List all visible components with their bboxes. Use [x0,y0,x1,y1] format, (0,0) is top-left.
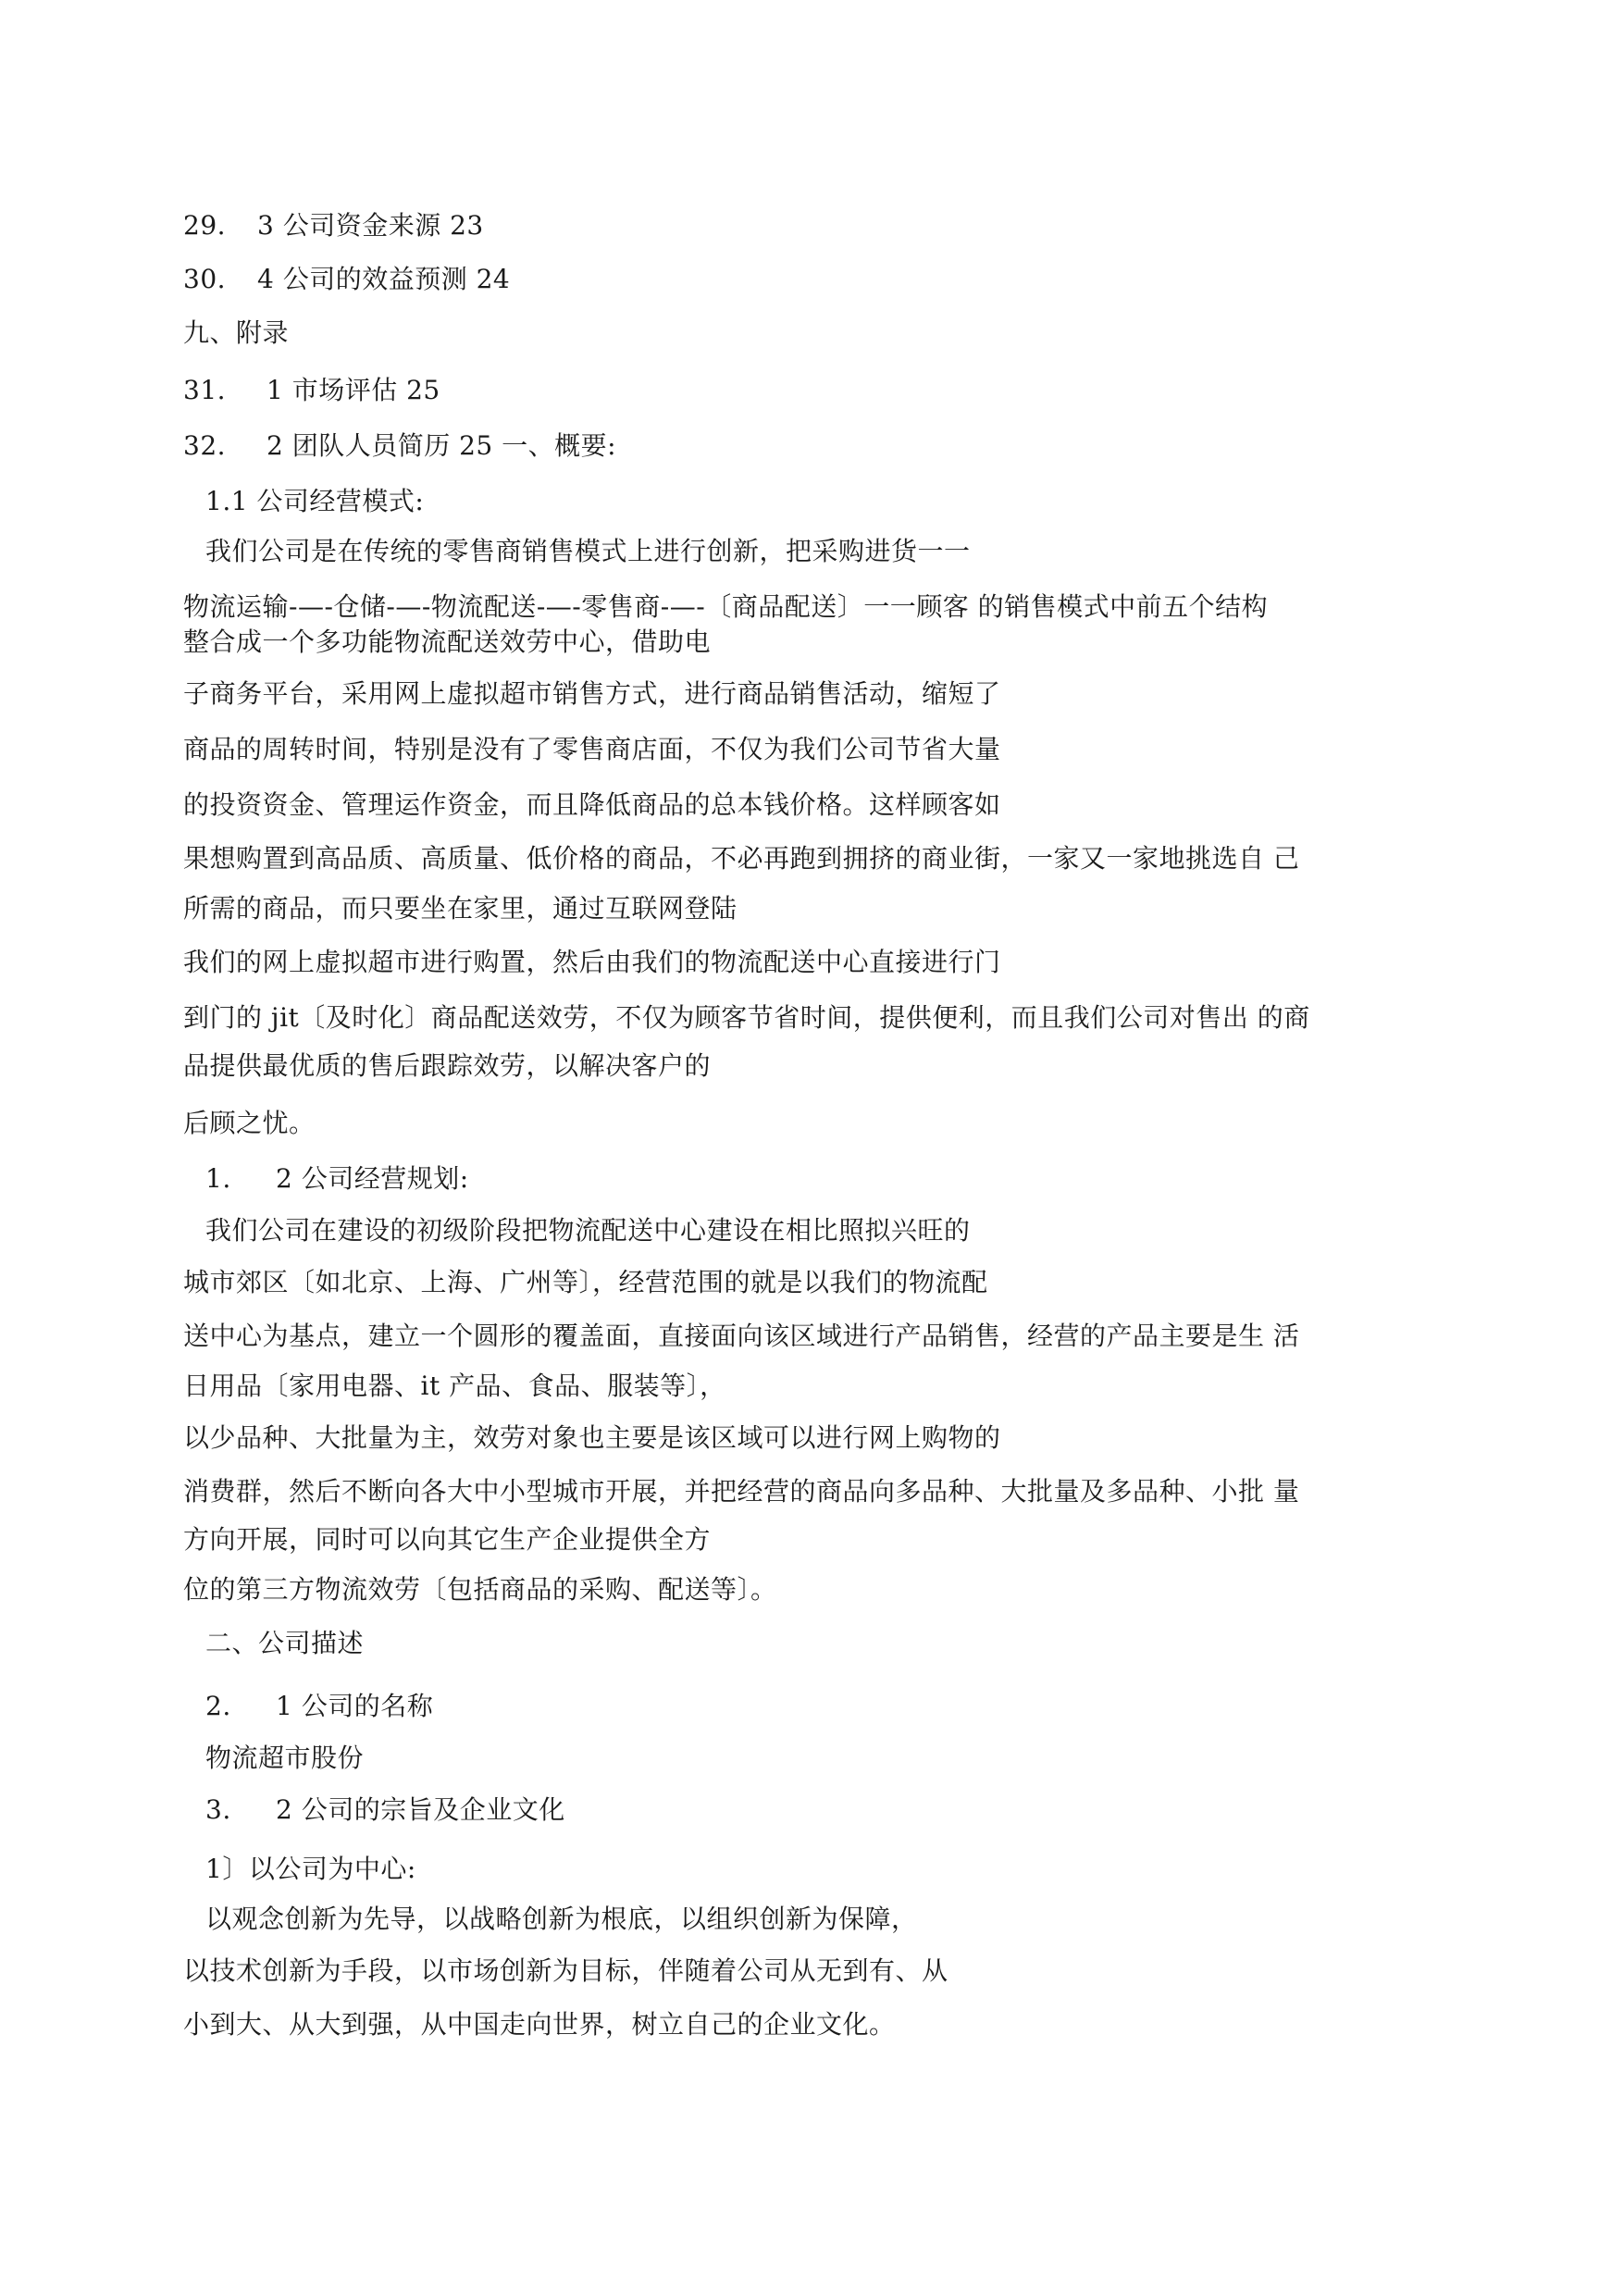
paragraph-line: 后顾之忧。 [183,1108,316,1138]
toc-number: 30. [183,264,227,294]
section-number: 3. [205,1794,231,1825]
toc-text: 3 公司资金来源 23 [257,210,484,241]
toc-item [183,431,616,461]
paragraph-line: 以观念创新为先导，以战略创新为根底，以组织创新为保障， [205,1904,918,1934]
paragraph-line: 商品的周转时间，特别是没有了零售商店面，不仅为我们公司节省大量 [183,734,1001,764]
toc-number: 32. [183,430,227,461]
toc-item [183,211,484,241]
section-heading [205,1692,433,1721]
section-number: 1. [205,1163,231,1194]
section-title: 1 公司的名称 [276,1691,434,1721]
toc-item [183,265,510,294]
paragraph-line: 日用品〔家用电器、it 产品、食品、服装等〕， [183,1371,726,1401]
section-number: 2. [205,1691,231,1721]
paragraph-line: 物流运输-—-仓储-—-物流配送-—-零售商-—-〔商品配送〕一一顾客 的销售模式中前五个结构 [183,591,1269,622]
sub-heading: 1〕以公司为中心: [205,1854,416,1884]
section-heading [205,1164,469,1194]
toc-text: 2 团队人员简历 25 一、概要: [267,430,617,461]
paragraph-line: 到门的 jit〔及时化〕商品配送效劳，不仅为顾客节省时间，提供便利，而且我们公司对售出 的商 [183,1002,1310,1033]
paragraph-line: 以技术创新为手段，以市场创新为目标，伴随着公司从无到有、从 [183,1955,948,1986]
paragraph-line: 送中心为基点，建立一个圆形的覆盖面，直接面向该区域进行产品销售，经营的产品主要是生 活 [183,1321,1300,1351]
paragraph-line: 我们公司在建设的初级阶段把物流配送中心建设在相比照拟兴旺的 [205,1215,971,1246]
toc-text: 4 公司的效益预测 24 [257,264,511,294]
toc-text: 1 市场评估 25 [267,375,440,405]
paragraph-line: 以少品种、大批量为主，效劳对象也主要是该区域可以进行网上购物的 [183,1422,1001,1453]
paragraph-line: 整合成一个多功能物流配送效劳中心，借助电 [183,626,712,657]
paragraph-line: 消费群，然后不断向各大中小型城市开展，并把经营的商品向多品种、大批量及多品种、小批 量 [183,1476,1300,1507]
paragraph-line: 位的第三方物流效劳〔包括商品的采购、配送等〕。 [183,1574,777,1605]
toc-number: 31. [183,375,227,405]
toc-item [183,376,440,405]
paragraph-line: 方向开展，同时可以向其它生产企业提供全方 [183,1524,712,1555]
section-title: 2 公司的宗旨及企业文化 [276,1794,565,1825]
paragraph-line: 果想购置到高品质、高质量、低价格的商品，不必再跑到拥挤的商业街，一家又一家地挑选自 己 [183,843,1300,874]
paragraph-line: 品提供最优质的售后跟踪效劳，以解决客户的 [183,1050,712,1081]
toc-number: 29. [183,210,227,241]
paragraph-line: 我们公司是在传统的零售商销售模式上进行创新，把采购进货一一 [205,536,971,566]
paragraph-line: 我们的网上虚拟超市进行购置，然后由我们的物流配送中心直接进行门 [183,947,1001,977]
paragraph-line: 城市郊区〔如北京、上海、广州等〕，经营范围的就是以我们的物流配 [183,1267,988,1297]
section-title: 2 公司经营规划: [276,1163,469,1194]
toc-heading: 九、附录 [183,317,290,348]
paragraph-line: 所需的商品，而只要坐在家里，通过互联网登陆 [183,893,738,924]
chapter-heading: 二、公司描述 [205,1628,365,1658]
section-heading [205,1795,565,1825]
section-heading: 1.1 公司经营模式: [205,486,425,516]
paragraph-line: 子商务平台，采用网上虚拟超市销售方式，进行商品销售活动，缩短了 [183,678,1001,709]
paragraph-line: 的投资资金、管理运作资金，而且降低商品的总本钱价格。这样顾客如 [183,789,1001,820]
paragraph-line: 小到大、从大到强，从中国走向世界，树立自己的企业文化。 [183,2009,896,2040]
company-name: 物流超市股份 [205,1743,365,1773]
